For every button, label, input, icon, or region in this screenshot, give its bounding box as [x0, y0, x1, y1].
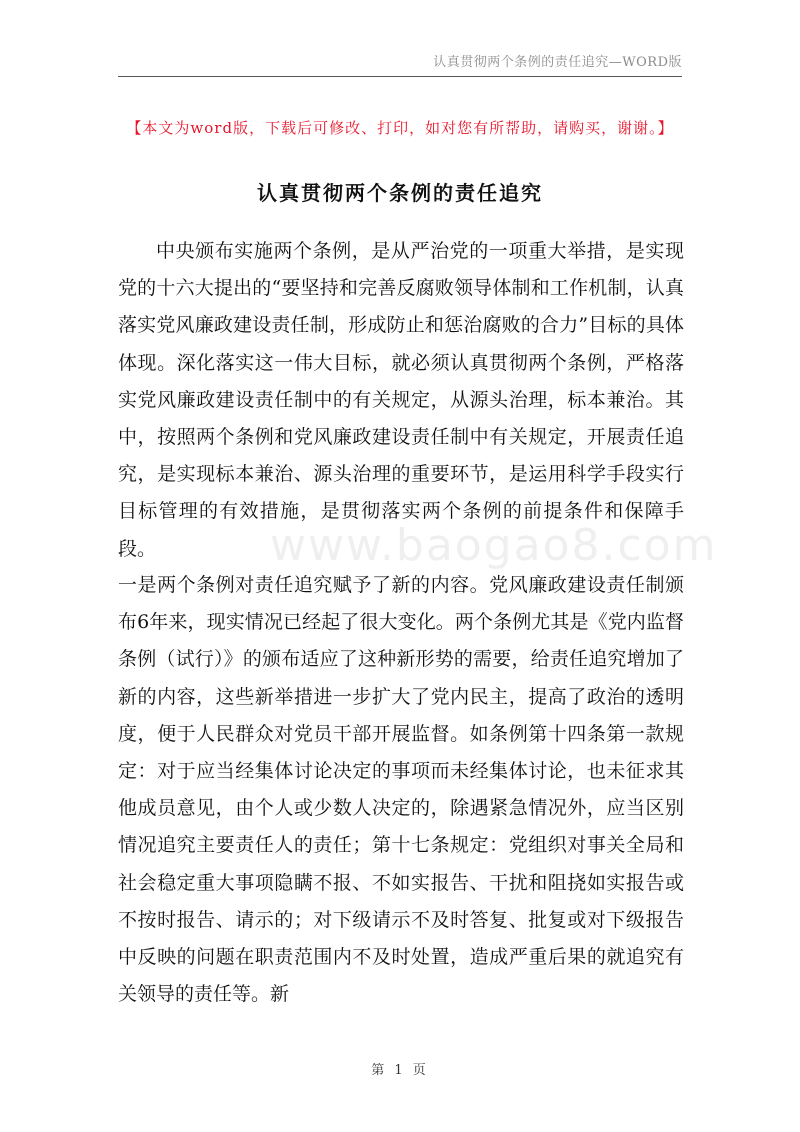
header-divider [118, 76, 682, 77]
paragraph-point-one: 一是两个条例对责任追究赋予了新的内容。党风廉政建设责任制颁布6年来，现实情况已经起了很大变化。两个条例尤其是《党内监督条例（试行）》的颁布适应了这种新形势的需要，给责任追究增加了新的内容，这些新举措进一步扩大了党内民主，提高了政治的透明度，便于人民群众对党员干部开展监督。如条例第十四条第一款规定：对于应当经集体讨论决定的事项而未经集体讨论，也未征求其他成员意见，由个人或少数人决定的，除遇紧急情况外，应当区别情况追究主要责任人的责任；第十七条规定：党组织对事关全局和社会稳定重大事项隐瞒不报、不如实报告、干扰和阻挠如实报告或不按时报告、请示的；对下级请示不及时答复、批复或对下级报告中反映的问题在职责范围内不及时处置，造成严重后果的就追究有关领导的责任等。新 [118, 574, 684, 1006]
paragraph-intro: 中央颁布实施两个条例，是从严治党的一项重大举措，是实现党的十六大提出的“要坚持和完善反腐败领导体制和工作机制，认真落实党风廉政建设责任制，形成防止和惩治腐败的合力”目标的具体体现。深化落实这一伟大目标，就必须认真贯彻两个条例，严格落实党风廉政建设责任制中的有关规定，从源头治理，标本兼治。其中，按照两个条例和党风廉政建设责任制中有关规定，开展责任追究，是实现标本兼治、源头治理的重要环节，是运用科学手段实行目标管理的有效措施，是贯彻落实两个条例的前提条件和保障手段。 [118, 240, 684, 560]
page-number: 第 1 页 [371, 1063, 429, 1078]
download-notice: 【本文为word版，下载后可修改、打印，如对您有所帮助，请购买，谢谢。】 [126, 119, 674, 137]
watermark: www.baogao8.com [270, 520, 718, 571]
document-title: 认真贯彻两个条例的责任追究 [257, 181, 543, 205]
running-header: 认真贯彻两个条例的责任追究—WORD版 [433, 55, 682, 70]
